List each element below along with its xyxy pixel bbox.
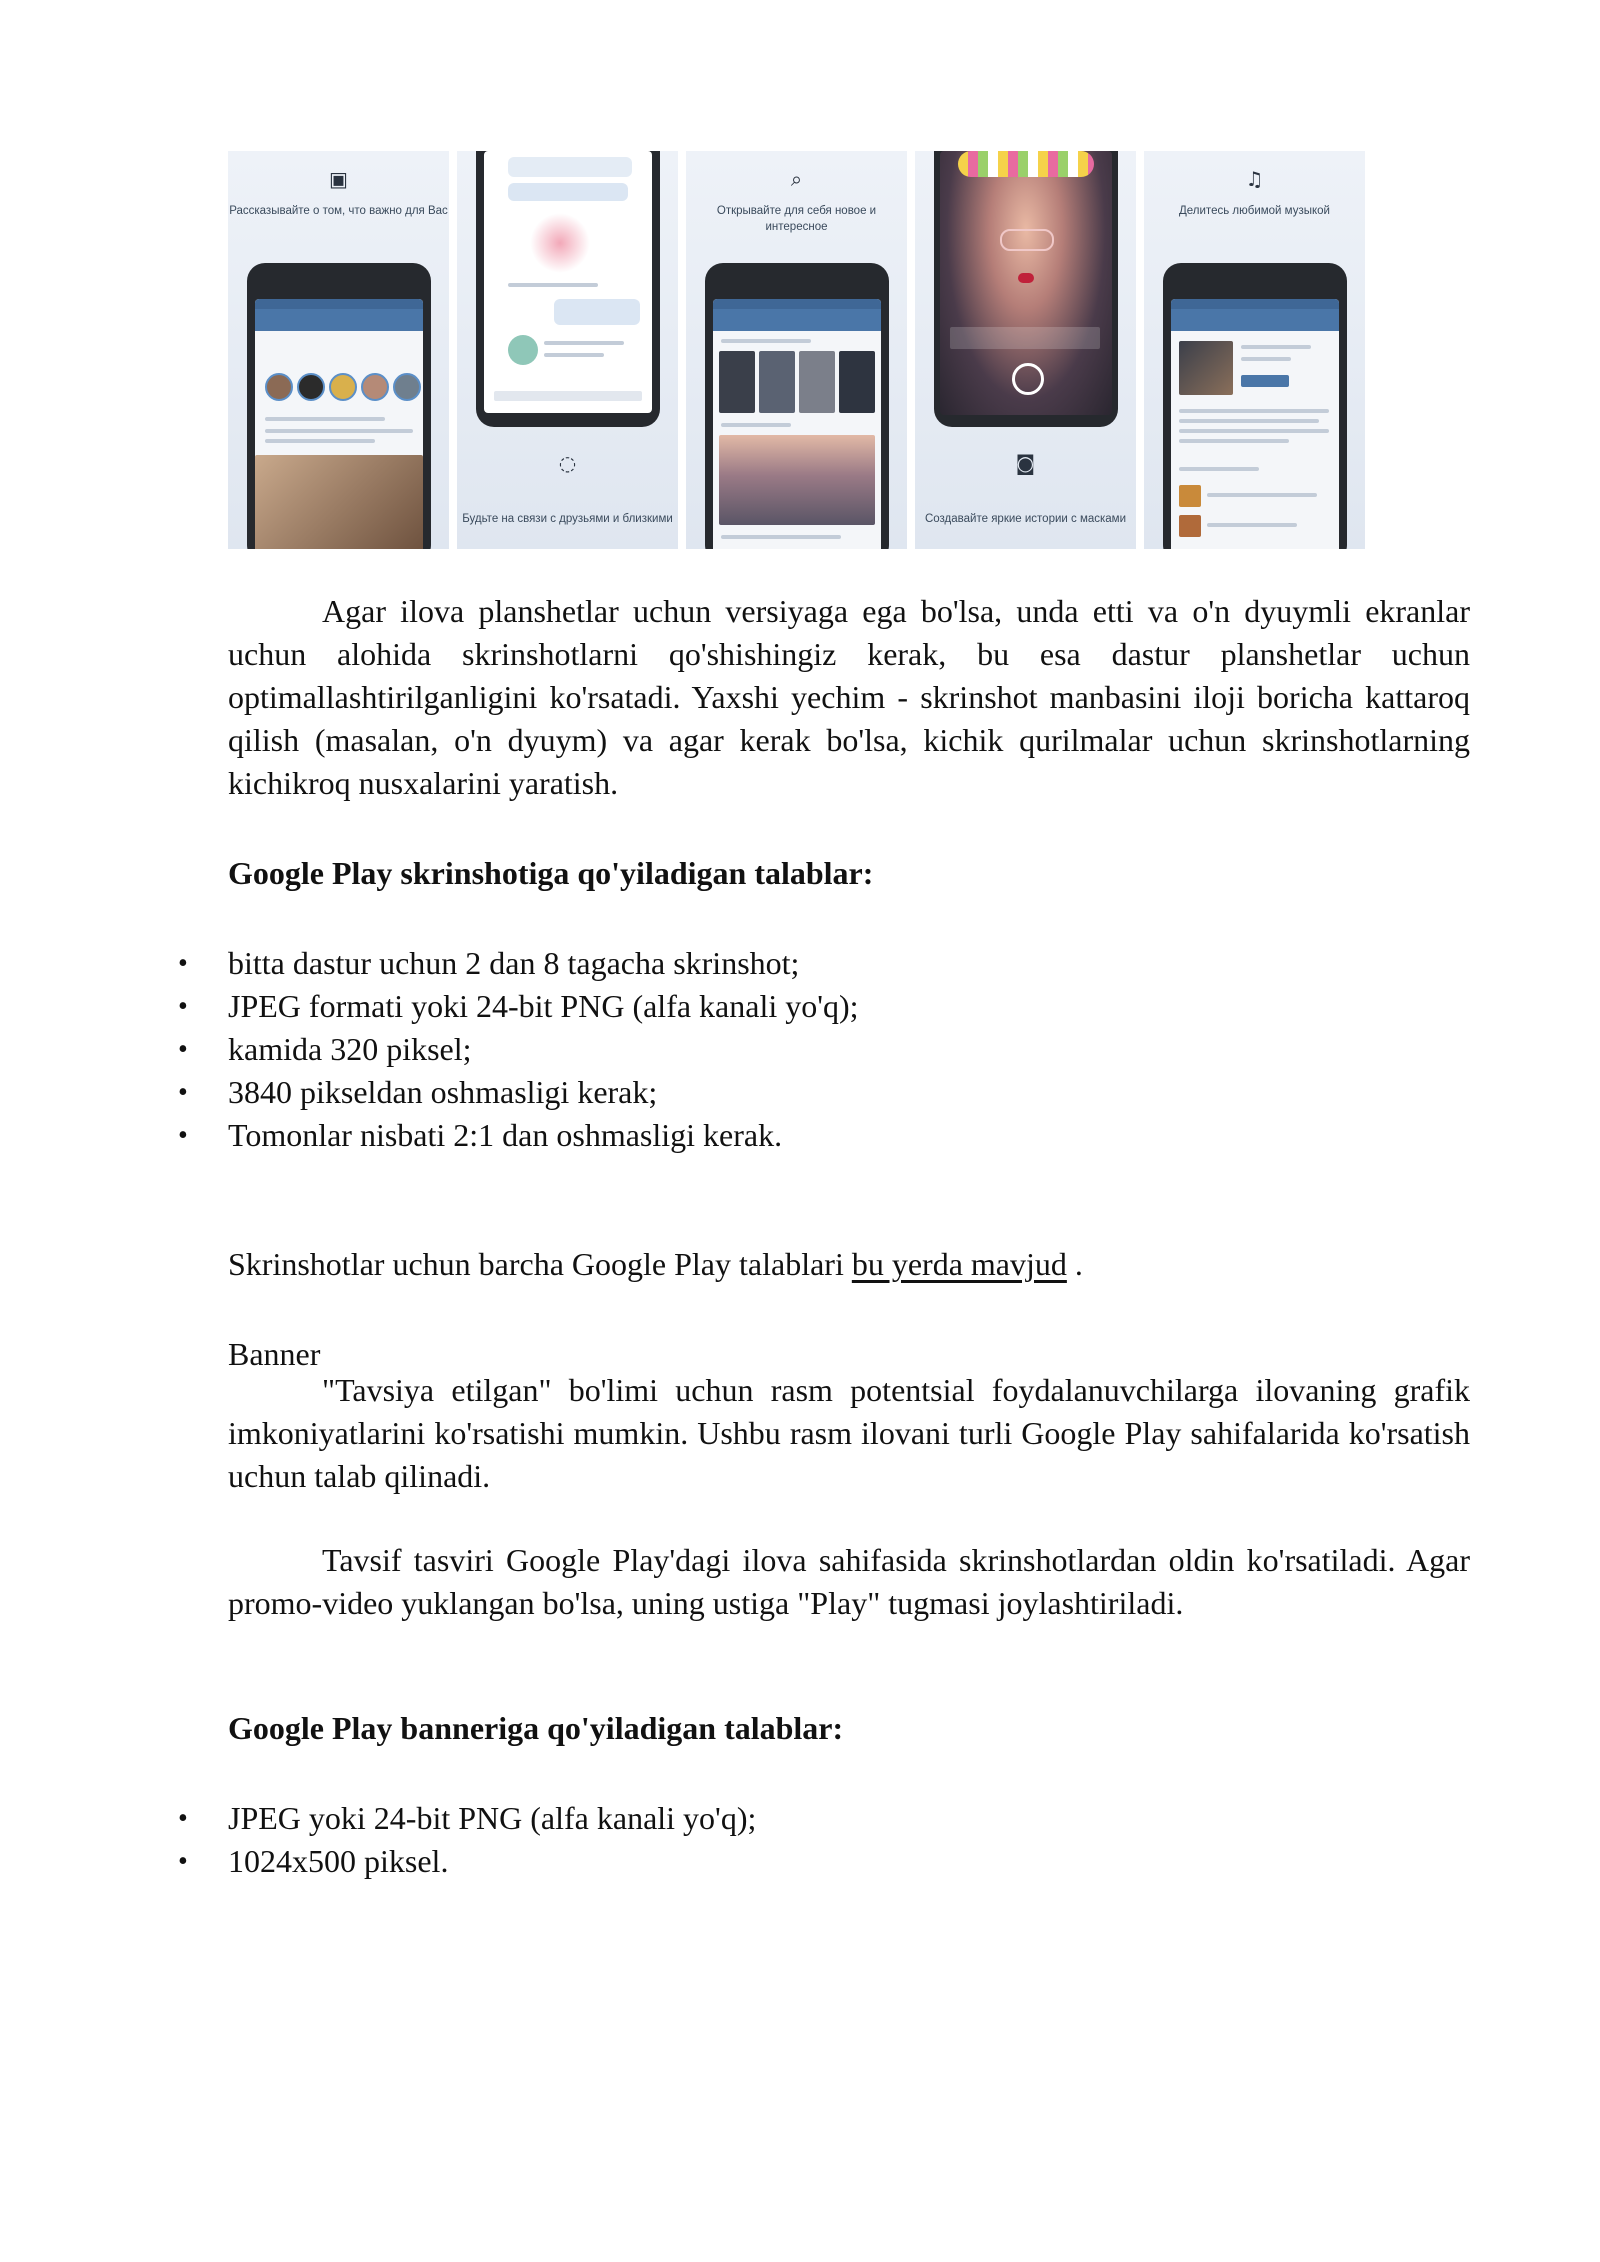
heading-screenshot-requirements: Google Play skrinshotiga qo'yiladigan talablar: bbox=[228, 855, 874, 891]
paragraph-all-requirements bbox=[228, 1243, 1470, 1286]
screenshot-news-feed bbox=[228, 151, 449, 549]
list-item: • JPEG yoki 24-bit PNG (alfa kanali yo'q); bbox=[228, 1797, 1470, 1840]
screenshot-caption: Создавайте яркие истории с масками bbox=[924, 513, 1127, 525]
screenshot-caption: Делитесь любимой музыкой bbox=[1179, 205, 1330, 217]
music-note-icon: ♫ bbox=[1245, 167, 1264, 191]
screenshot-stories bbox=[915, 151, 1136, 549]
heading-banner-requirements: Google Play banneriga qo'yiladigan talablar: bbox=[228, 1710, 844, 1746]
paragraph-feature-graphic: Tavsif tasviri Google Play'dagi ilova sahifasida skrinshotlardan oldin ko'rsatiladi. Agar promo-video yuklangan bo'lsa, uning ustiga "Play" tugmasi joylashtiriladi. bbox=[228, 1542, 1470, 1621]
search-icon: ⌕ bbox=[790, 167, 803, 191]
list-item: • bitta dastur uchun 2 dan 8 tagacha skrinshot; bbox=[228, 942, 1470, 985]
list-item: • 3840 pikseldan oshmasligi kerak; bbox=[228, 1071, 1470, 1114]
banner-requirements-list bbox=[228, 1797, 1470, 1883]
phone-mockup bbox=[705, 263, 889, 549]
camera-icon: ◙ bbox=[1015, 451, 1036, 475]
phone-mockup bbox=[934, 151, 1118, 427]
bookmark-icon: ▣ bbox=[329, 167, 348, 191]
paragraph-tablet-screenshots: Agar ilova planshetlar uchun versiyaga ega bo'lsa, unda etti va o'n dyuymli ekranlar uchun alohida skrinshotlarni qo'shishingiz kerak, bu esa dastur planshetlar uchun optimallashtirilganligini ko'rsatadi. Yaxshi yechim - skrinshot manbasini iloji boricha kattaroq qilish (masalan, o'n dyuym) va agar kerak bo'lsa, kichik qurilmalar uchun skrinshotlarning kichikroq nusxalarini yaratish. bbox=[228, 593, 1470, 801]
phone-mockup bbox=[1163, 263, 1347, 549]
screenshot-requirements-list bbox=[228, 942, 1470, 1157]
paragraph-text: Skrinshotlar uchun barcha Google Play talablari bbox=[228, 1246, 852, 1282]
requirements-link[interactable]: bu yerda mavjud bbox=[851, 1246, 1067, 1282]
list-item: • Tomonlar nisbati 2:1 dan oshmasligi kerak. bbox=[228, 1114, 1470, 1157]
list-item: • JPEG formati yoki 24-bit PNG (alfa kanali yo'q); bbox=[228, 985, 1470, 1028]
list-item: • 1024x500 piksel. bbox=[228, 1840, 1470, 1883]
screenshot-messaging bbox=[457, 151, 678, 549]
message-icon: ◌ bbox=[558, 451, 577, 475]
screenshot-music bbox=[1144, 151, 1365, 549]
section-title-banner: Banner bbox=[228, 1336, 321, 1372]
app-screenshots-strip bbox=[228, 151, 1368, 549]
list-item: • kamida 320 piksel; bbox=[228, 1028, 1470, 1071]
screenshot-discover bbox=[686, 151, 907, 549]
paragraph-text: . bbox=[1066, 1246, 1083, 1282]
screenshot-caption: Открывайте для себя новое и интересное bbox=[716, 205, 877, 233]
screenshot-caption: Рассказывайте о том, что важно для Вас bbox=[229, 205, 448, 217]
phone-mockup bbox=[247, 263, 431, 549]
phone-mockup bbox=[476, 151, 660, 427]
paragraph-featured-image: "Tavsiya etilgan" bo'limi uchun rasm potentsial foydalanuvchilarga ilovaning grafik imkoniyatlarini ko'rsatishi mumkin. Ushbu rasm ilovani turli Google Play sahifalarida ko'rsatish uchun talab qilinadi. bbox=[228, 1372, 1470, 1494]
screenshot-caption: Будьте на связи с друзьями и близкими bbox=[462, 513, 673, 525]
